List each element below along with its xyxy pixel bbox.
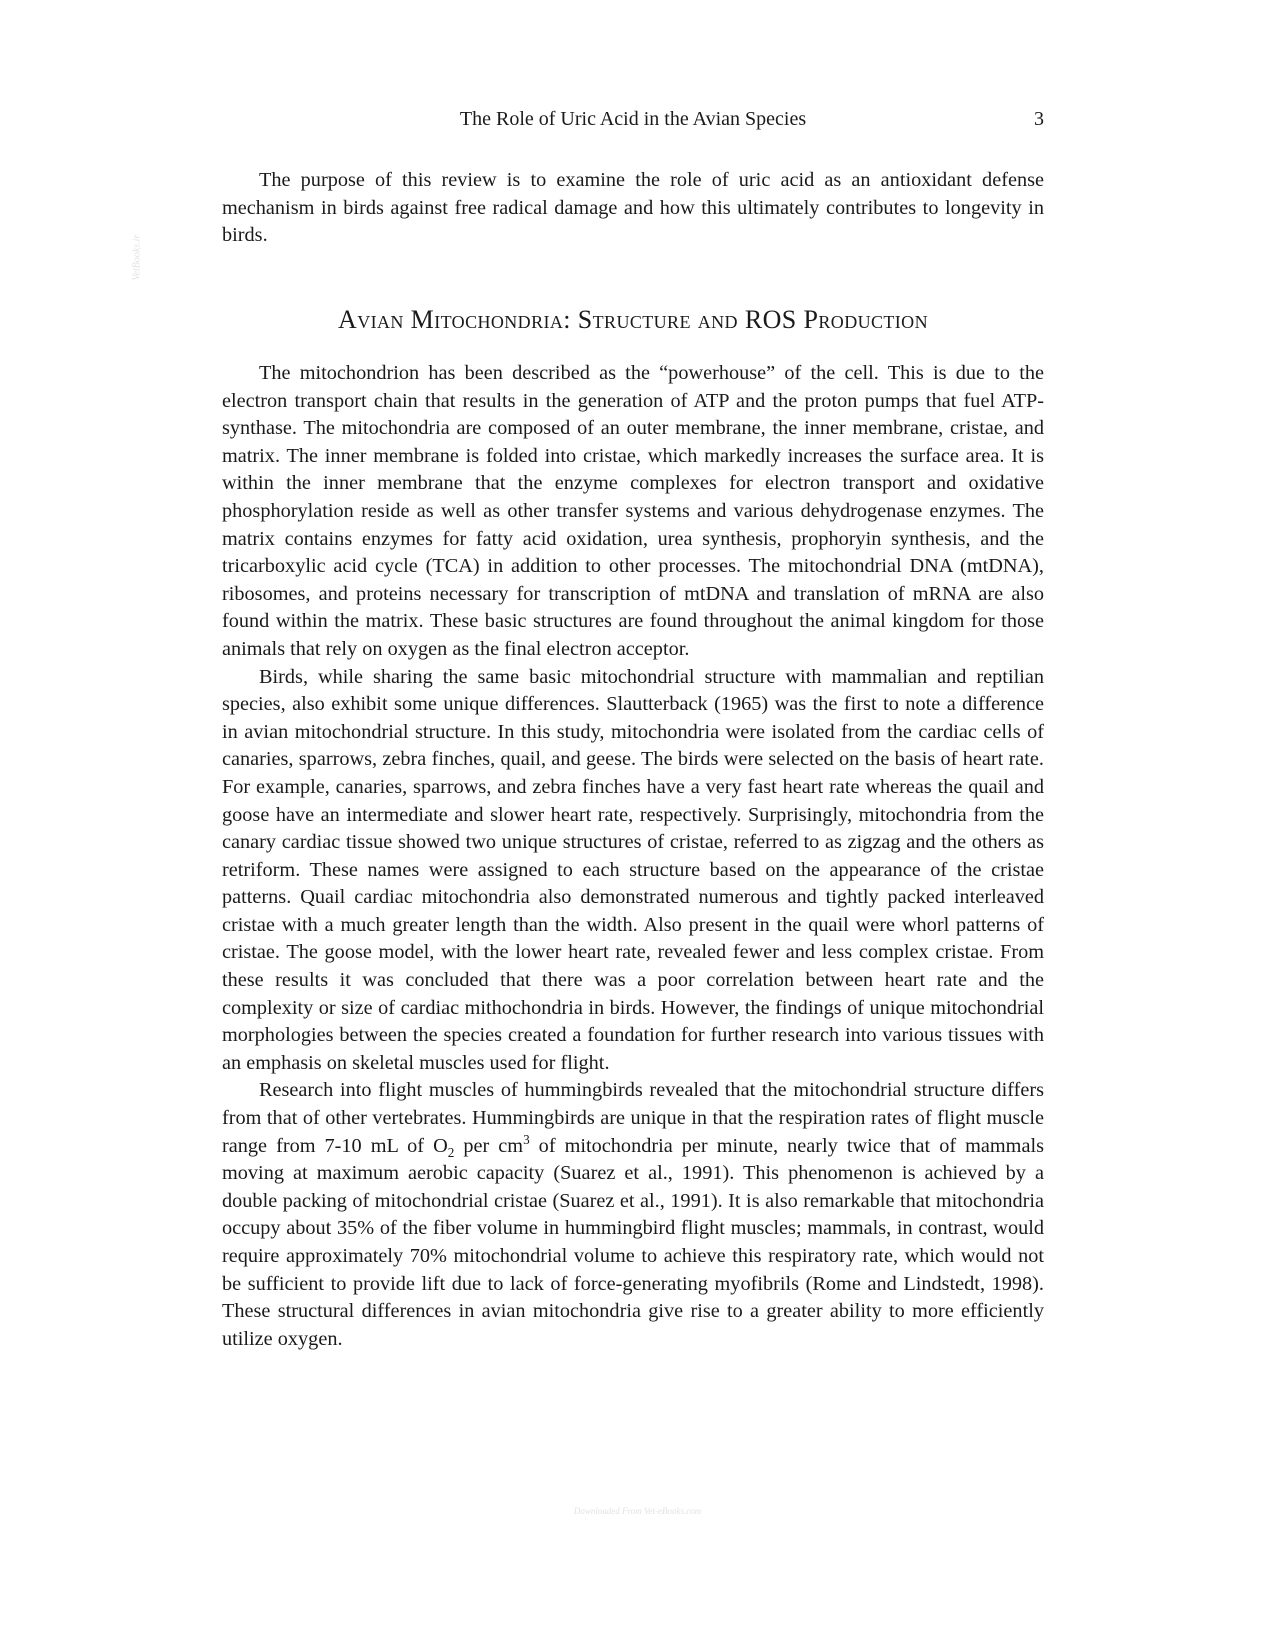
paragraph-mitochondrion: The mitochondrion has been described as the “powerhouse” of the cell. This is due to the electron transport chain that results in the generation of ATP and the proton pumps that fuel ATP-synthase. The mitochondria are composed of an outer membrane, the inner membrane, cristae, and matrix. The inner membrane is folded into cristae, which markedly increases the surface area. It is within the inner membrane that the enzyme complexes for electron transport and oxidative phosphorylation reside as well as other transfer systems and various dehydrogenase enzymes. The matrix contains enzymes for fatty acid oxidation, urea synthesis, prophoryin synthesis, and the tricarboxylic acid cycle (TCA) in addition to other processes. The mitochondrial DNA (mtDNA), ribosomes, and proteins necessary for transcription of mtDNA and translation of mRNA are also found within the matrix. These basic structures are found throughout the animal kingdom for those animals that rely on oxygen as the final electron acceptor. xyxy=(222,362,1044,660)
paragraph-hummingbirds xyxy=(222,1077,1044,1353)
bottom-watermark: Downloaded From Vet-eBooks.com xyxy=(573,1506,702,1516)
paragraph-text: of mitochondria per minute, nearly twice that of mammals moving at maximum aerobic capacity (Suarez et al., 1991). This phenomenon is achieved by a double packing of mitochondrial cristae (Suarez et al., 1991). It is also remarkable that mitochondria occupy about 35% of the fiber volume in hummingbird flight muscles; mammals, in contrast, would require approximately 70% mitochondrial volume to achieve this respiratory rate, which would not be sufficient to provide lift due to lack of force-generating myofibrils (Rome and Lindstedt, 1998). These structural differences in avian mitochondria give rise to a greater ability to more efficiently utilize oxygen. xyxy=(222,1134,1044,1350)
paragraph-text: Research into flight muscles of hummingbirds revealed that the mitochondrial structure differs from that of other vertebrates. Hummingbirds are unique in that the respiration rates of flight muscle range from 7-10 mL of O xyxy=(222,1079,1044,1157)
o2-subscript: 2 xyxy=(447,1144,455,1160)
section-heading: Avian Mitochondria: Structure and ROS Production xyxy=(338,305,928,334)
page-number: 3 xyxy=(1034,108,1044,130)
paragraph-text: per cm xyxy=(454,1134,524,1157)
running-title: The Role of Uric Acid in the Avian Species xyxy=(459,108,807,130)
running-header xyxy=(222,108,1044,138)
intro-section xyxy=(222,167,1044,250)
cm-superscript: 3 xyxy=(523,1131,530,1147)
intro-paragraph: The purpose of this review is to examine the role of uric acid as an antioxidant defense mechanism in birds against free radical damage and how this ultimately contributes to longevity in birds. xyxy=(222,169,1044,247)
side-watermark: VetBooks.ir xyxy=(131,234,143,281)
paragraph-birds: Birds, while sharing the same basic mitochondrial structure with mammalian and reptilian species, also exhibit some unique differences. Slautterback (1965) was the first to note a difference in avian mitochondrial structure. In this study, mitochondria were isolated from the cardiac cells of canaries, sparrows, zebra finches, quail, and geese. The birds were selected on the basis of heart rate. For example, canaries, sparrows, and zebra finches have a very fast heart rate whereas the quail and goose have an intermediate and slower heart rate, respectively. Surprisingly, mitochondria from the canary cardiac tissue showed two unique structures of cristae, referred to as zigzag and the others as retriform. These names were assigned to each structure based on the appearance of the cristae patterns. Quail cardiac mitochondria also demonstrated numerous and tightly packed interleaved cristae with a much greater length than the width. Also present in the quail were whorl patterns of cristae. The goose model, with the lower heart rate, revealed fewer and less complex cristae. From these results it was concluded that there was a poor correlation between heart rate and the complexity or size of cardiac mithochondria in birds. However, the findings of unique mitochondrial morphologies between the species created a foundation for further research into various tissues with an emphasis on skeletal muscles used for flight. xyxy=(222,665,1044,1074)
section-body xyxy=(222,360,1044,1353)
